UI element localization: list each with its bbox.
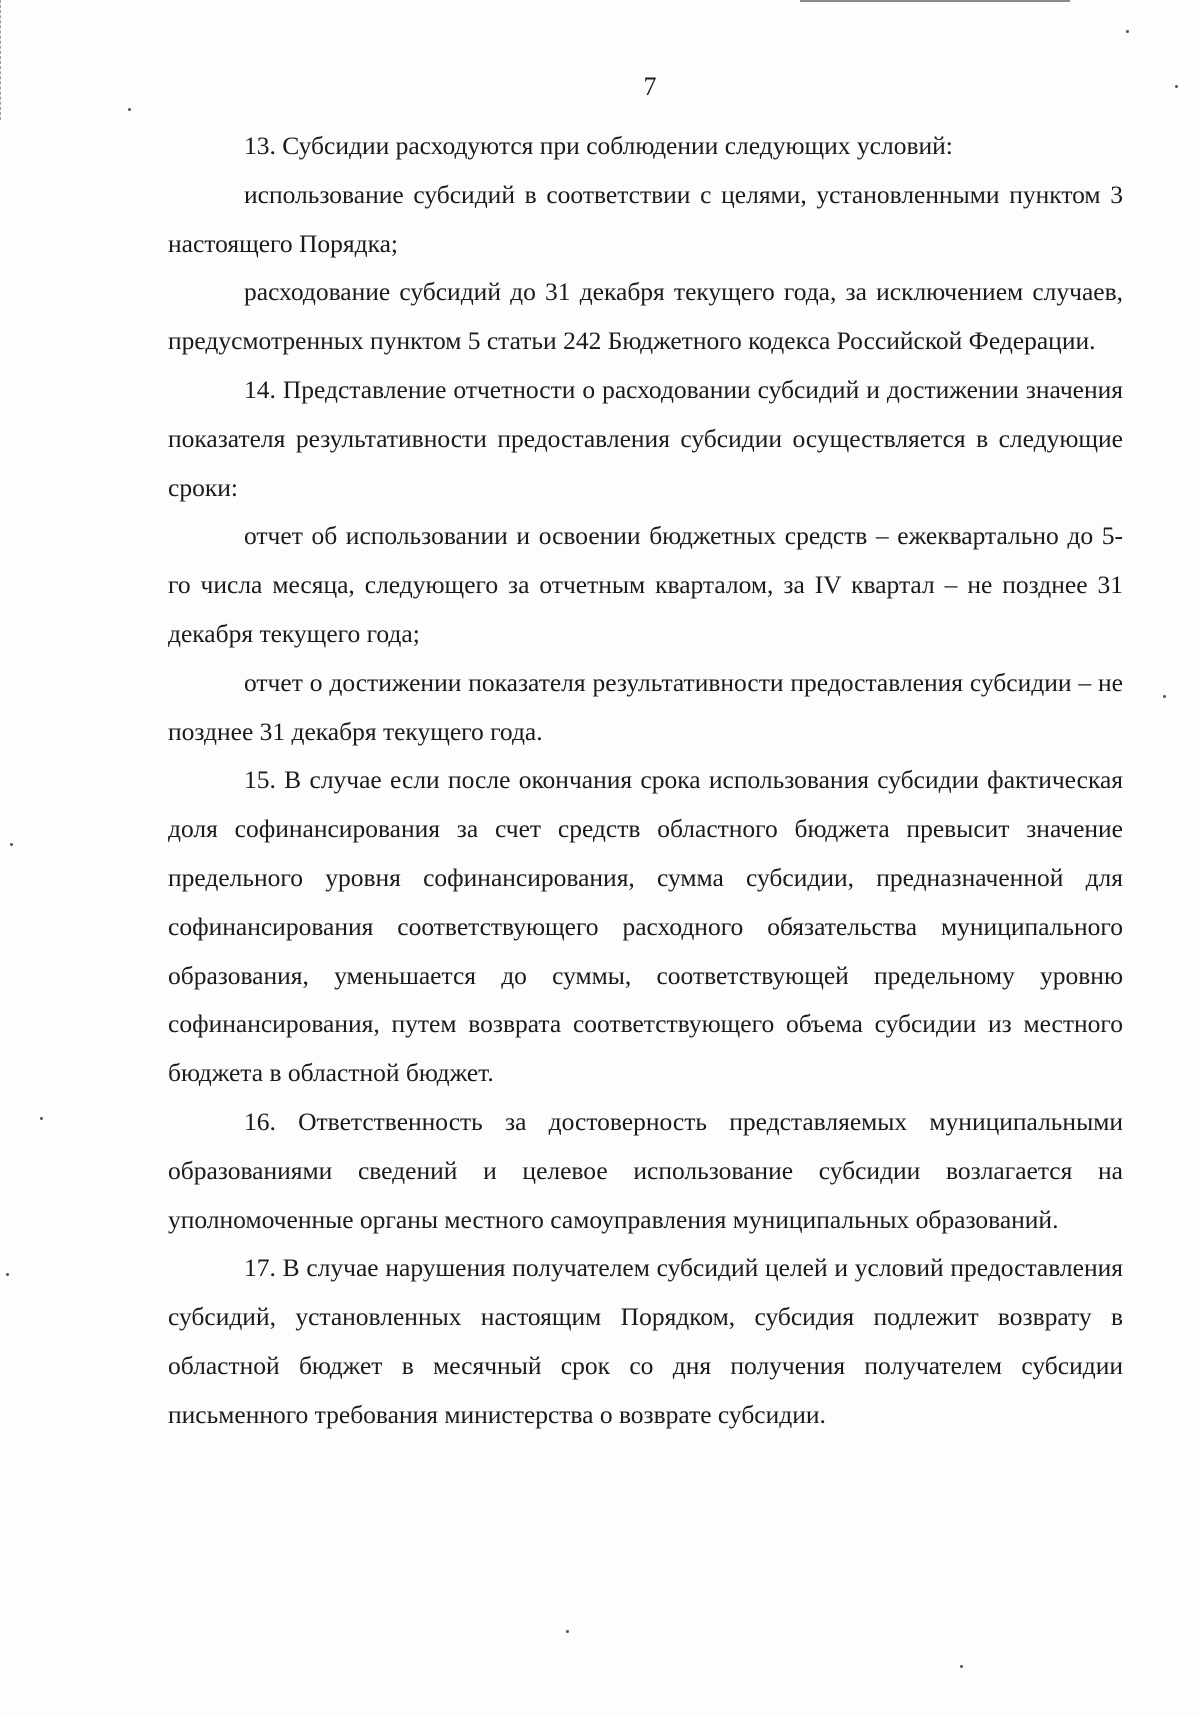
paragraph-14-report-1: отчет об использовании и освоении бюджетных средств – ежеквартально до 5-го числа месяца, следующего за отчетным кварталом, за IV квартал – не позднее 31 декабря текущего года; [168, 521, 1123, 648]
scan-speck [960, 1665, 963, 1668]
scan-speck [1126, 30, 1129, 33]
scan-speck [40, 1117, 43, 1120]
document-body [168, 122, 1123, 1440]
scan-speck [6, 1273, 9, 1276]
scan-speck [566, 1630, 569, 1633]
paragraph-13: 13. Субсидии расходуются при соблюдении следующих условий: [244, 131, 953, 160]
scan-edge-mark [0, 0, 3, 120]
paragraph-14: 14. Представление отчетности о расходовании субсидий и достижении значения показателя результативности предоставления субсидии осуществляется в следующие сроки: [168, 374, 1123, 502]
scan-top-rule [800, 0, 1070, 2]
scan-speck [1175, 85, 1178, 88]
paragraph-15: 15. В случае если после окончания срока использования субсидии фактическая доля софинансирования за счет средств областного бюджета превысит значение предельного уровня софинансирования, сумма субсидии, предназначенной для софинансирования соответствующего расходного обязательства муниципального образования, уменьшается до суммы, соответствующей предельному уровню софинансирования, путем возврата соответствующего объема субсидии из местного бюджета в областной бюджет. [168, 765, 1123, 1088]
scan-speck [1163, 695, 1166, 698]
paragraph-14-report-2: отчет о достижении показателя результативности предоставления субсидии – не позднее 31 декабря текущего года. [168, 667, 1123, 746]
paragraph-13-condition-1: использование субсидий в соответствии с целями, установленными пунктом 3 настоящего Порядка; [168, 179, 1123, 258]
paragraph-17: 17. В случае нарушения получателем субсидий целей и условий предоставления субсидий, установленных настоящим Порядком, субсидия подлежит возврату в областной бюджет в месячный срок со дня получения получателем субсидии письменного требования министерства о возврате субсидии. [168, 1253, 1123, 1429]
paragraph-16: 16. Ответственность за достоверность представляемых муниципальными образованиями сведений и целевое использование субсидии возлагается на уполномоченные органы местного самоуправления муниципальных образований. [168, 1106, 1123, 1234]
page-number: 7 [643, 72, 657, 101]
paragraph-13-condition-2: расходование субсидий до 31 декабря текущего года, за исключением случаев, предусмотренных пунктом 5 статьи 242 Бюджетного кодекса Российской Федерации. [168, 277, 1123, 356]
scan-speck [128, 108, 131, 111]
scan-speck [10, 843, 13, 846]
